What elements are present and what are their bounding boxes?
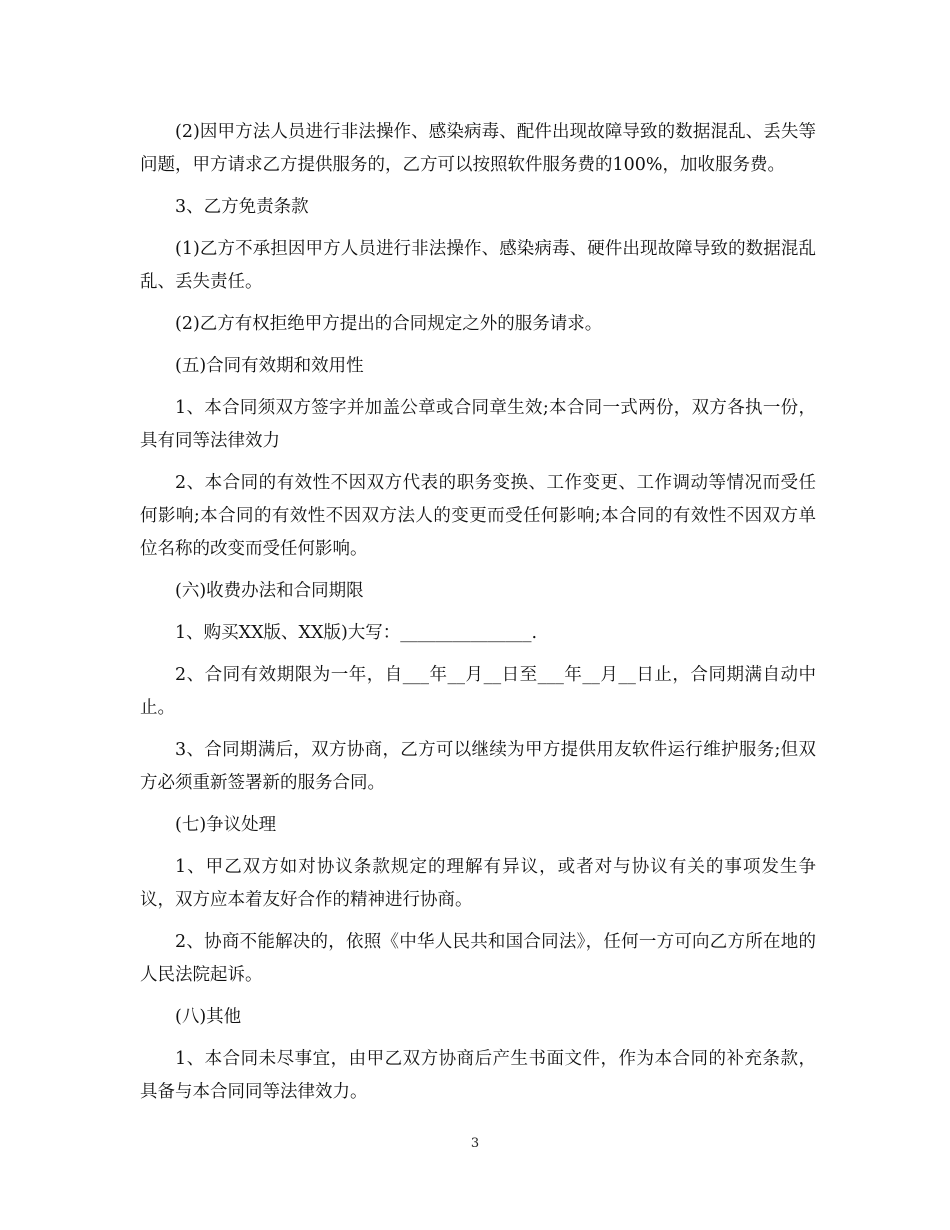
paragraph-validity-1: 1、本合同须双方签字并加盖公章或合同章生效;本合同一式两份，双方各执一份，具有同等法律效力 <box>140 398 816 451</box>
section-heading-disputes: (七)争议处理 <box>175 815 277 835</box>
paragraph-validity-2: 2、本合同的有效性不因双方代表的职务变换、工作变更、工作调动等情况而受任何影响;本合同的有效性不因双方法人的变更而受任何影响;本合同的有效性不因双方单位名称的改变而受任何影响。 <box>140 473 816 559</box>
section-heading-validity: (五)合同有效期和效用性 <box>175 356 364 376</box>
paragraph-exemption-2: (2)乙方有权拒绝甲方提出的合同规定之外的服务请求。 <box>175 314 603 334</box>
section-heading-other: (八)其他 <box>175 1007 242 1027</box>
paragraph-other-1: 1、本合同未尽事宜，由甲乙双方协商后产生书面文件，作为本合同的补充条款，具备与本合同同等法律效力。 <box>140 1049 816 1102</box>
document-body <box>140 116 816 1118</box>
paragraph-fees-3: 3、合同期满后，双方协商，乙方可以继续为甲方提供用友软件运行维护服务;但双方必须重新签署新的服务合同。 <box>140 740 816 793</box>
paragraph-disputes-2: 2、协商不能解决的，依照《中华人民共和国合同法》，任何一方可向乙方所在地的人民法院起诉。 <box>140 932 816 985</box>
paragraph-fees-2: 2、合同有效期限为一年，自___年__月__日至___年__月__日止，合同期满自动中止。 <box>140 665 816 718</box>
paragraph-service-fee-surcharge: (2)因甲方法人员进行非法操作、感染病毒、配件出现故障导致的数据混乱、丢失等问题，甲方请求乙方提供服务的，乙方可以按照软件服务费的100%，加收服务费。 <box>140 122 816 175</box>
paragraph-exemption-1: (1)乙方不承担因甲方人员进行非法操作、感染病毒、硬件出现故障导致的数据混乱乱、丢失责任。 <box>140 239 816 292</box>
page-number: 3 <box>470 1136 480 1151</box>
paragraph-heading-exemption: 3、乙方免责条款 <box>175 197 309 217</box>
paragraph-fees-1: 1、购买XX版、XX版)大写：_______________. <box>175 623 538 643</box>
paragraph-disputes-1: 1、甲乙双方如对协议条款规定的理解有异议，或者对与协议有关的事项发生争议，双方应本着友好合作的精神进行协商。 <box>140 857 816 910</box>
section-heading-fees-term: (六)收费办法和合同期限 <box>175 581 364 601</box>
